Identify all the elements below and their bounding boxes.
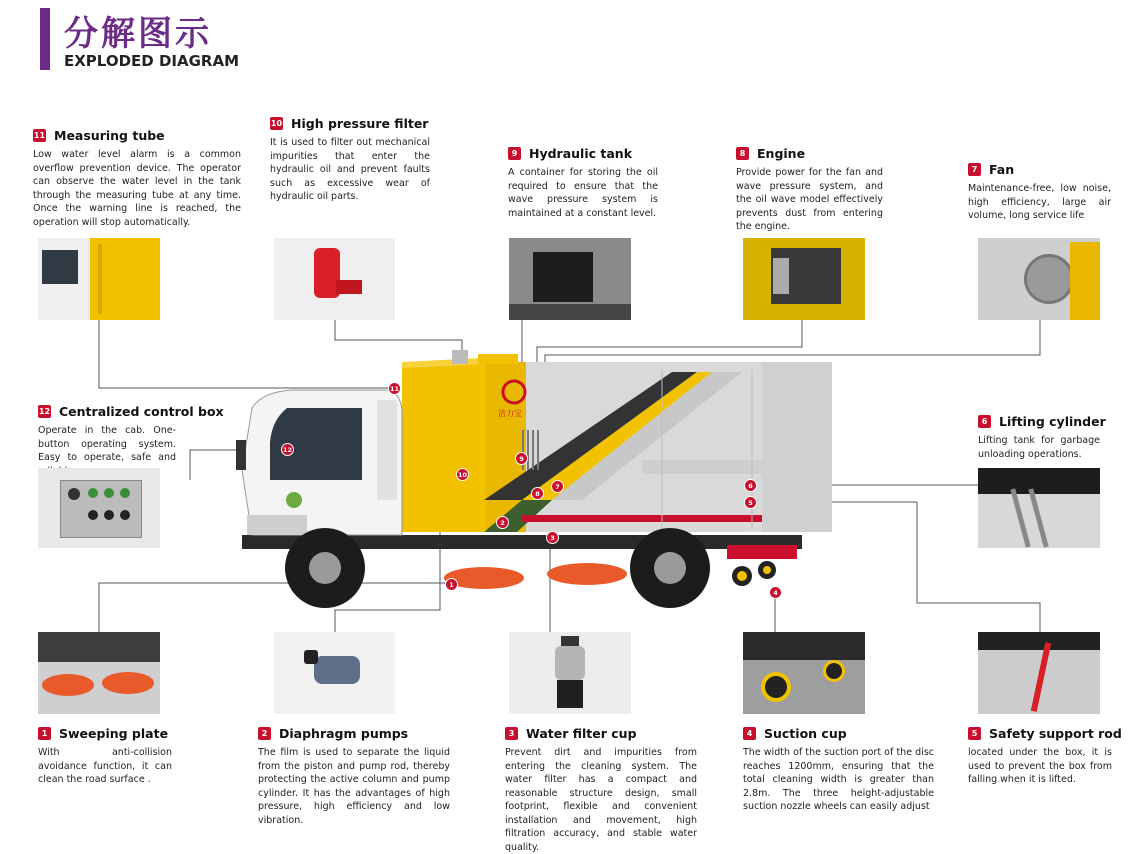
engine-desc: Provide power for the fan and wave pressure system, and the oil wave model effectively prevents dust from entering the engine. [736, 167, 883, 232]
suction-nozzle [727, 545, 797, 586]
badge-7: 7 [968, 163, 981, 176]
rear-wheel [630, 528, 710, 608]
marker-9[interactable]: 9 [515, 452, 528, 465]
marker-8[interactable]: 8 [531, 487, 544, 500]
sweeping-plate-photo [38, 632, 160, 714]
measuring-tube-title: Measuring tube [54, 128, 165, 143]
suction-cup-photo [743, 632, 865, 714]
lifting-cylinder-title: Lifting cylinder [999, 414, 1106, 429]
callout-diaphragm-pumps [258, 726, 450, 827]
brand-text: 洁力宝 [498, 409, 522, 418]
callout-safety-support-rod [968, 726, 1122, 787]
callout-lifting-cylinder [978, 414, 1106, 461]
badge-1: 1 [38, 727, 51, 740]
rear-tank [402, 350, 832, 532]
sweeping-brushes [444, 563, 627, 589]
sweeping-plate-title: Sweeping plate [59, 726, 169, 741]
callout-water-filter-cup [505, 726, 697, 854]
engine-title: Engine [757, 146, 806, 161]
water-filter-cup-photo [509, 632, 631, 714]
safety-support-rod-desc: located under the box, it is used to prevent the box from falling when it is lifted. [968, 747, 1112, 785]
callout-hydraulic-tank [508, 146, 658, 220]
high-pressure-filter-photo [274, 238, 395, 320]
safety-support-rod-photo [978, 632, 1100, 714]
hydraulic-tank-title: Hydraulic tank [529, 146, 633, 161]
diaphragm-pumps-desc: The film is used to separate the liquid from the piston and pump rod, thereby protecting the active column and pump cylinder. It has the advantages of high pressure, high efficiency and low vibration. [258, 747, 450, 826]
sweeping-plate-desc: With anti-collision avoidance function, it can clean the road surface . [38, 747, 172, 785]
badge-3: 3 [505, 727, 518, 740]
suction-cup-desc: The width of the suction port of the disc reaches 1200mm, ensuring that the total cleaning width is greater than 2.8m. The three height-adjustable suction nozzle wheels can easily adjust [743, 747, 934, 812]
callout-engine [736, 146, 883, 234]
control-box-photo [38, 468, 160, 548]
badge-6: 6 [978, 415, 991, 428]
callout-fan [968, 162, 1111, 223]
callout-high-pressure-filter [270, 116, 430, 204]
fan-desc: Maintenance-free, low noise, high efficiency, large air volume, long service life [968, 183, 1111, 221]
badge-2: 2 [258, 727, 271, 740]
marker-4[interactable]: 4 [769, 586, 782, 599]
hydraulic-tank-photo [509, 238, 631, 320]
badge-11: 11 [33, 131, 46, 140]
badge-12: 12 [38, 407, 51, 416]
truck-cab [236, 390, 402, 535]
marker-11[interactable]: 11 [388, 382, 401, 395]
marker-3[interactable]: 3 [546, 531, 559, 544]
fan-title: Fan [989, 162, 1015, 177]
suction-cup-title: Suction cup [764, 726, 847, 741]
diaphragm-pumps-title: Diaphragm pumps [279, 726, 409, 741]
callout-suction-cup [743, 726, 934, 814]
marker-7[interactable]: 7 [551, 480, 564, 493]
badge-10: 10 [270, 119, 283, 128]
badge-9: 9 [508, 147, 521, 160]
marker-5[interactable]: 5 [744, 496, 757, 509]
safety-support-rod-title: Safety support rod [989, 726, 1122, 741]
water-filter-cup-title: Water filter cup [526, 726, 637, 741]
marker-2[interactable]: 2 [496, 516, 509, 529]
high-pressure-filter-title: High pressure filter [291, 116, 429, 131]
high-pressure-filter-desc: It is used to filter out mechanical impurities that enter the hydraulic oil and prevent faults such as excessive wear of hydraulic oil parts. [270, 137, 430, 202]
marker-1[interactable]: 1 [445, 578, 458, 591]
callout-centralized-control-box [38, 404, 224, 478]
water-filter-cup-desc: Prevent dirt and impurities from entering the cleaning system. The water filter has a compact and reasonable structure design, small footprint, flexible and convenient installation and movement, high filtration accuracy, and stable water quality. [505, 747, 697, 853]
badge-5: 5 [968, 727, 981, 740]
badge-4: 4 [743, 727, 756, 740]
engine-photo [743, 238, 865, 320]
callout-sweeping-plate [38, 726, 172, 787]
hydraulic-tank-desc: A container for storing the oil required to ensure that the wave pressure system is maintained at a constant level. [508, 167, 658, 219]
lifting-cylinder-desc: Lifting tank for garbage unloading operations. [978, 435, 1100, 460]
fan-photo [978, 238, 1100, 320]
page-title-en: EXPLODED DIAGRAM [64, 52, 239, 70]
measuring-tube-desc: Low water level alarm is a common overflow prevention device. The operator can observe the water level in the tank through the measuring tube at any time. Once the warning line is reached, the operation will stop automatically. [33, 149, 241, 228]
sweeper-truck-illustration [222, 330, 842, 615]
badge-8: 8 [736, 147, 749, 160]
front-wheel [285, 528, 365, 608]
control-box-desc: Operate in the cab. One-button operating system. Easy to operate, safe and [38, 425, 176, 463]
marker-6[interactable]: 6 [744, 479, 757, 492]
callout-measuring-tube [33, 128, 241, 229]
marker-12[interactable]: 12 [281, 443, 294, 456]
page-title-cn: 分解图示 [64, 14, 212, 54]
measuring-tube-photo [38, 238, 160, 320]
control-box-title: Centralized control box [59, 404, 224, 419]
diaphragm-pump-photo [274, 632, 395, 714]
marker-10[interactable]: 10 [456, 468, 469, 481]
lifting-cylinder-photo [978, 468, 1100, 548]
